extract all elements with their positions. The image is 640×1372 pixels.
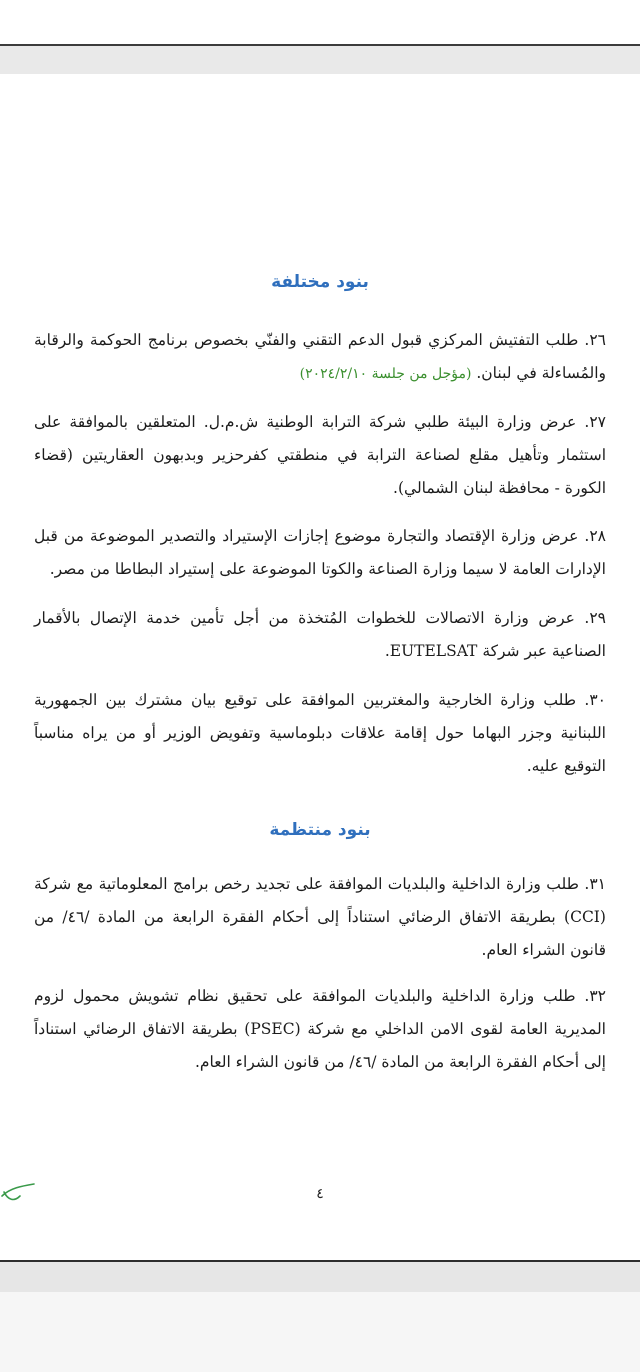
item-number: ٢٩. bbox=[584, 609, 606, 627]
agenda-item-32 bbox=[34, 980, 606, 1079]
agenda-item-29 bbox=[34, 602, 606, 668]
previous-page-edge bbox=[0, 0, 640, 46]
agenda-item-30 bbox=[34, 684, 606, 783]
page-number: ٤ bbox=[316, 1186, 324, 1202]
item-text: عرض وزارة الاتصالات للخطوات المُتخذة من أجل تأمين خدمة الإتصال بالأقمار الصناعية عبر شركة EUTELSAT. bbox=[34, 609, 606, 660]
document-page bbox=[0, 74, 640, 1262]
item-text: طلب التفتيش المركزي قبول الدعم التقني والفنّي بخصوص برنامج الحوكمة والرقابة والمُساءلة في لبنان. bbox=[34, 331, 606, 382]
item-text: طلب وزارة الداخلية والبلديات الموافقة على تجديد رخص برامج المعلوماتية مع شركة (CCI) بطريقة الاتفاق الرضائي استناداً إلى أحكام الفقرة الرابعة من المادة /٤٦/ من قانون الشراء العام. bbox=[34, 875, 606, 959]
page-gap bbox=[0, 46, 640, 74]
item-number: ٢٦. bbox=[584, 331, 606, 349]
postponed-note: (مؤجل من جلسة ٢٠٢٤/٢/١٠) bbox=[299, 366, 472, 382]
agenda-item-28 bbox=[34, 520, 606, 586]
item-number: ٢٨. bbox=[584, 527, 606, 545]
item-number: ٣١. bbox=[584, 875, 606, 893]
item-text: طلب وزارة الخارجية والمغتربين الموافقة على توقيع بيان مشترك بين الجمهورية اللبنانية وجزر البهاما حول إقامة علاقات دبلوماسية وتفويض الوزير أو من يراه مناسباً التوقيع عليه. bbox=[34, 691, 606, 775]
item-text: طلب وزارة الداخلية والبلديات الموافقة على تحقيق نظام تشويش محمول لزوم المديرية العامة لقوى الامن الداخلي مع شركة (PSEC) بطريقة الاتفاق الرضائي استناداً إلى أحكام الفقرة الرابعة من المادة /٤٦/ من قانون الشراء العام. bbox=[34, 987, 606, 1071]
agenda-item-27 bbox=[34, 406, 606, 505]
section-title-misc: بنود مختلفة bbox=[271, 272, 369, 292]
item-number: ٣٢. bbox=[584, 987, 606, 1005]
agenda-item-31 bbox=[34, 868, 606, 967]
item-number: ٢٧. bbox=[584, 413, 606, 431]
item-text: عرض وزارة الإقتصاد والتجارة موضوع إجازات الإستيراد والتصدير الموضوعة من قبل الإدارات العامة لا سيما وزارة الصناعة والكوتا الموضوعة على إستيراد البطاطا من مصر. bbox=[34, 527, 606, 578]
item-text: عرض وزارة البيئة طلبي شركة الترابة الوطنية ش.م.ل. المتعلقين بالموافقة على استثمار وتأهيل مقلع لصناعة الترابة في منطقتي كفرحزير وبدبهون العقاريتين (قضاء الكورة - محافظة لبنان الشمالي). bbox=[34, 413, 606, 497]
section-title-regular: بنود منتظمة bbox=[269, 820, 371, 840]
agenda-item-26 bbox=[34, 324, 606, 391]
item-number: ٣٠. bbox=[584, 691, 606, 709]
viewer-background bbox=[0, 1292, 640, 1372]
page-gap-bottom bbox=[0, 1262, 640, 1292]
